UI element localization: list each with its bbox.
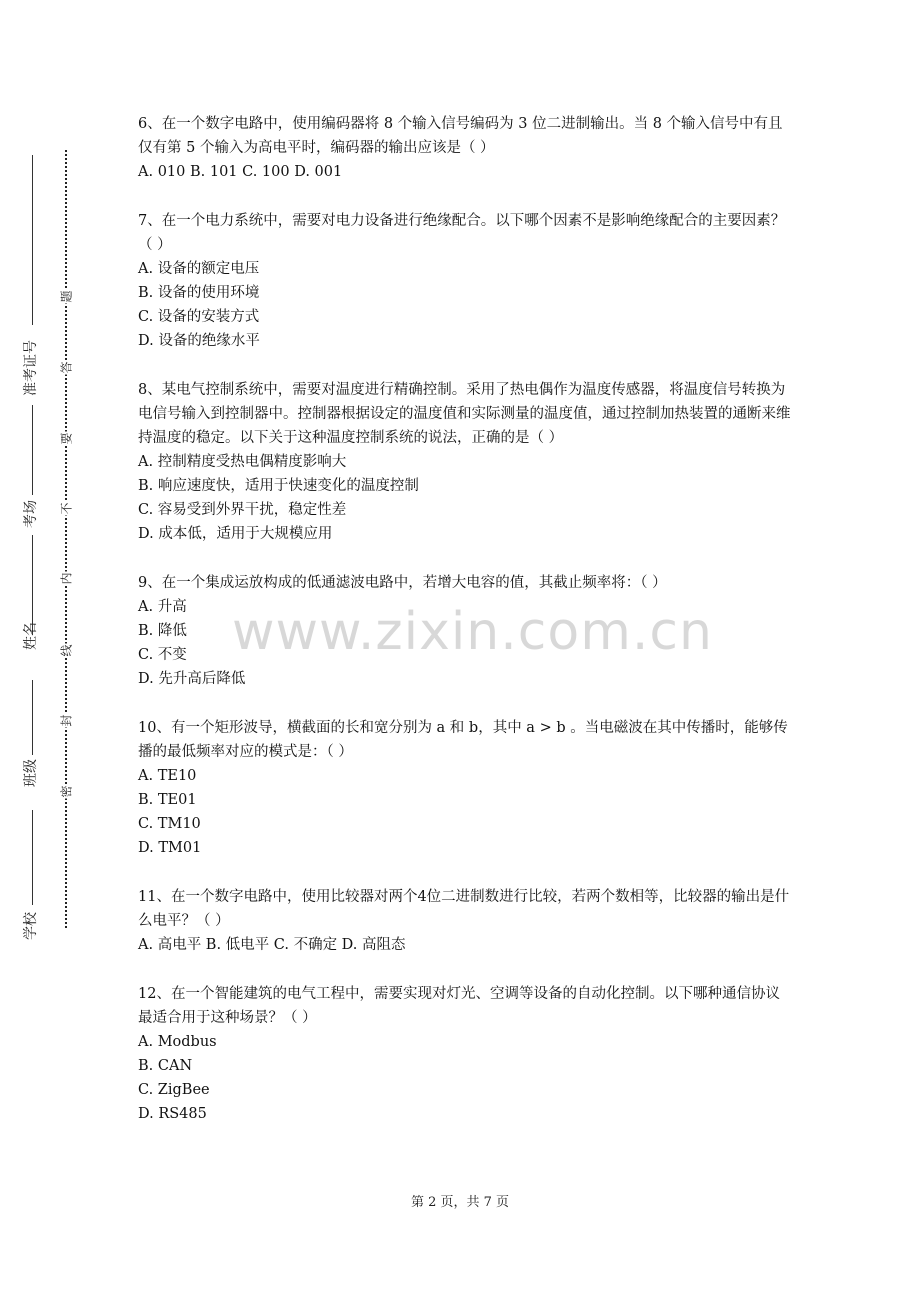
option-b: B. 设备的使用环境 bbox=[138, 285, 260, 301]
seal-char: 密 bbox=[59, 785, 74, 798]
seal-char: 题 bbox=[59, 290, 74, 303]
option-b: B. 降低 bbox=[138, 623, 187, 639]
question-list bbox=[138, 112, 793, 1151]
option-d: D. RS485 bbox=[138, 1106, 207, 1122]
seal-char: 线 bbox=[59, 644, 74, 657]
question-12 bbox=[138, 982, 793, 1126]
question-text: 6、在一个数字电路中，使用编码器将 8 个输入信号编码为 3 位二进制输出。当 8 个输入信号中有且仅有第 5 个输入为高电平时，编码器的输出应该是（ ） bbox=[138, 116, 783, 156]
field-label-name: 姓名 bbox=[23, 622, 39, 650]
question-9 bbox=[138, 571, 793, 691]
option-d: D. 设备的绝缘水平 bbox=[138, 333, 260, 349]
field-line-school bbox=[32, 810, 33, 905]
seal-char: 要 bbox=[59, 432, 74, 445]
field-label-admission-number: 准考证号 bbox=[23, 340, 39, 396]
watermark: www.zixin.com.cn bbox=[232, 602, 713, 662]
question-text: 7、在一个电力系统中，需要对电力设备进行绝缘配合。以下哪个因素不是影响绝缘配合的主要因素？（ ） bbox=[138, 213, 786, 253]
option-b: B. 响应速度快，适用于快速变化的温度控制 bbox=[138, 478, 419, 494]
option-a: A. Modbus bbox=[138, 1034, 217, 1050]
page-footer: 第 2 页，共 7 页 bbox=[410, 1195, 510, 1210]
option-a: A. 设备的额定电压 bbox=[138, 261, 260, 277]
option-a: A. 升高 bbox=[138, 599, 187, 615]
question-11 bbox=[138, 885, 793, 957]
question-text: 11、在一个数字电路中，使用比较器对两个4位二进制数进行比较，若两个数相等，比较器的输出是什么电平？（ ） bbox=[138, 889, 790, 929]
options-inline: A. 010 B. 101 C. 100 D. 001 bbox=[138, 164, 343, 180]
field-line-admission bbox=[32, 155, 33, 325]
question-text: 12、在一个智能建筑的电气工程中，需要实现对灯光、空调等设备的自动化控制。以下哪种通信协议最适合用于这种场景？（ ） bbox=[138, 986, 780, 1026]
options-inline: A. 高电平 B. 低电平 C. 不确定 D. 高阻态 bbox=[138, 937, 406, 953]
field-label-school: 学校 bbox=[23, 912, 39, 940]
option-a: A. 控制精度受热电偶精度影响大 bbox=[138, 454, 347, 470]
option-d: D. TM01 bbox=[138, 840, 202, 856]
seal-char: 答 bbox=[59, 361, 74, 374]
field-line-class bbox=[32, 680, 33, 755]
option-c: C. ZigBee bbox=[138, 1082, 210, 1098]
seal-char: 内 bbox=[59, 572, 74, 585]
question-text: 8、某电气控制系统中，需要对温度进行精确控制。采用了热电偶作为温度传感器，将温度信号转换为电信号输入到控制器中。控制器根据设定的温度值和实际测量的温度值，通过控制加热装置的通断来维持温度的稳定。以下关于这种温度控制系统的说法，正确的是（ ） bbox=[138, 382, 791, 446]
seal-char: 不 bbox=[59, 502, 74, 515]
option-c: C. TM10 bbox=[138, 816, 201, 832]
option-c: C. 容易受到外界干扰，稳定性差 bbox=[138, 502, 347, 518]
seal-dotted-line bbox=[65, 150, 67, 928]
question-7 bbox=[138, 209, 793, 353]
field-line-room bbox=[32, 405, 33, 495]
option-a: A. TE10 bbox=[138, 768, 197, 784]
question-10 bbox=[138, 716, 793, 860]
option-b: B. CAN bbox=[138, 1058, 193, 1074]
question-text: 9、在一个集成运放构成的低通滤波电路中，若增大电容的值，其截止频率将：（ ） bbox=[138, 575, 667, 591]
option-c: C. 设备的安装方式 bbox=[138, 309, 260, 325]
question-8 bbox=[138, 378, 793, 546]
option-d: D. 先升高后降低 bbox=[138, 671, 246, 687]
field-line-name bbox=[32, 535, 33, 635]
option-c: C. 不变 bbox=[138, 647, 187, 663]
option-d: D. 成本低，适用于大规模应用 bbox=[138, 526, 333, 542]
question-text: 10、有一个矩形波导，横截面的长和宽分别为 a 和 b，其中 a > b 。当电磁波在其中传播时，能够传播的最低频率对应的模式是：（ ） bbox=[138, 720, 788, 760]
option-b: B. TE01 bbox=[138, 792, 197, 808]
seal-char: 封 bbox=[59, 714, 74, 727]
field-label-class: 班级 bbox=[23, 759, 39, 787]
question-6 bbox=[138, 112, 793, 184]
field-label-exam-room: 考场 bbox=[23, 500, 39, 528]
